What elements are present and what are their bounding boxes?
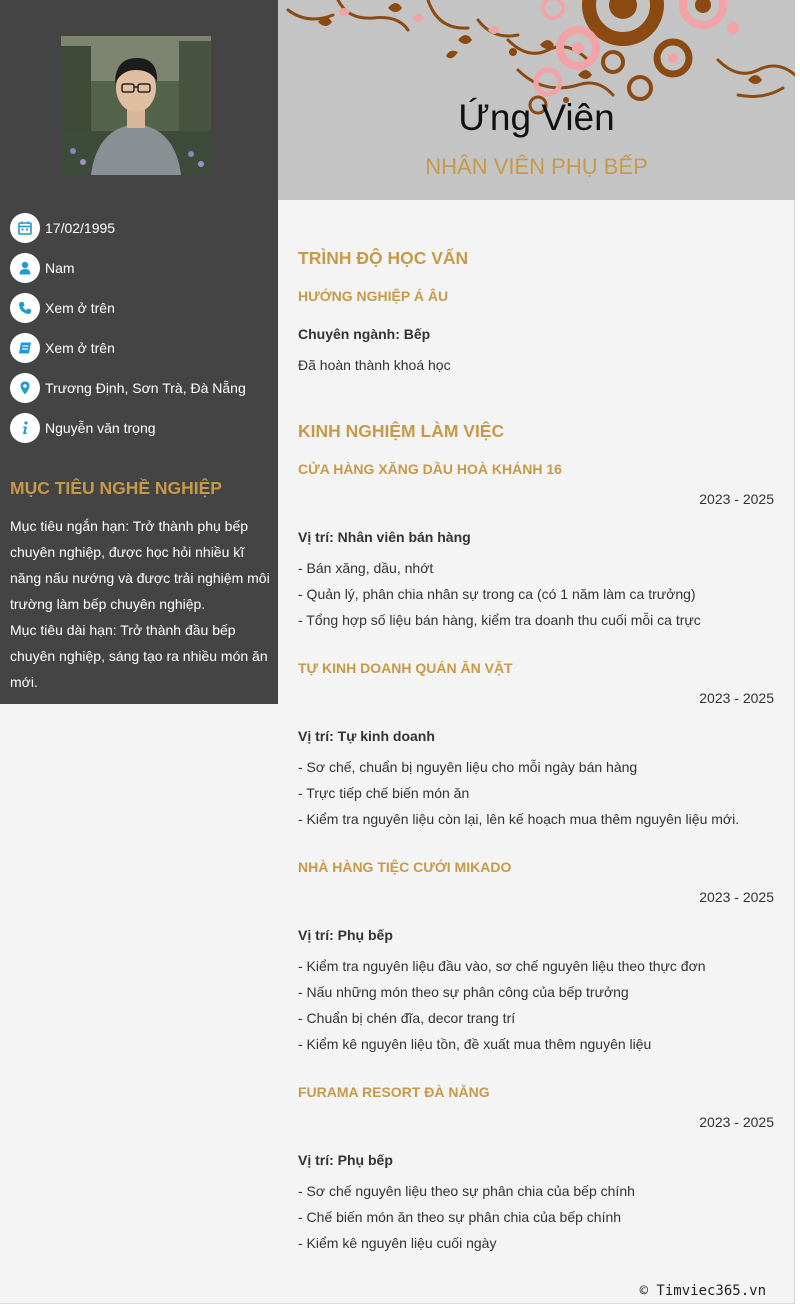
- contact-list: [10, 208, 275, 448]
- calendar-icon: [10, 213, 40, 243]
- gender-text: Nam: [45, 260, 75, 276]
- short-term-goal: Mục tiêu ngắn hạn: Trở thành phụ bếp chuyên nghiệp, được học hỏi nhiều kĩ năng nấu nướng và được trải nghiệm môi trường làm bếp chuyên nghiệp.: [10, 518, 270, 612]
- birthdate-text: 17/02/1995: [45, 220, 116, 236]
- info-icon: [10, 413, 40, 443]
- sidebar: [0, 0, 278, 704]
- job-period: 2023 - 2025: [699, 690, 774, 706]
- header: [278, 0, 795, 200]
- job-company: TỰ KINH DOANH QUÁN ĂN VẶT: [298, 660, 513, 676]
- job-task: - Tổng hợp số liệu bán hàng, kiểm tra doanh thu cuối mỗi ca trực: [298, 612, 701, 628]
- long-term-goal: Mục tiêu dài hạn: Trở thành đầu bếp chuyên nghiệp, sáng tạo ra nhiều món ăn mới.: [10, 622, 268, 690]
- contact-info: [10, 408, 275, 448]
- education-school: HƯỚNG NGHIỆP Á ÂU: [298, 288, 449, 304]
- watermark: © Timviec365.vn: [639, 1283, 766, 1299]
- job-task: - Sơ chế, chuẩn bị nguyên liệu cho mỗi ngày bán hàng: [298, 759, 638, 775]
- job-position: Vị trí: Phụ bếp: [298, 1152, 393, 1168]
- phone-text: Xem ở trên: [45, 300, 115, 316]
- notebook-icon: [10, 333, 40, 363]
- avatar-photo: [61, 36, 211, 175]
- job-task: - Kiểm tra nguyên liệu đầu vào, sơ chế nguyên liệu theo thực đơn: [298, 958, 706, 974]
- email-text: Xem ở trên: [45, 340, 115, 356]
- map-pin-icon: [10, 373, 40, 403]
- experience-title: KINH NGHIỆM LÀM VIỆC: [298, 421, 505, 441]
- job-task: - Kiểm kê nguyên liệu tồn, đề xuất mua thêm nguyên liệu: [298, 1036, 652, 1052]
- career-goal-title: MỤC TIÊU NGHỀ NGHIỆP: [10, 478, 222, 498]
- job-period: 2023 - 2025: [699, 889, 774, 905]
- job-company: FURAMA RESORT ĐÀ NẴNG: [298, 1084, 490, 1100]
- education-title: TRÌNH ĐỘ HỌC VẤN: [298, 248, 469, 268]
- address-text: Trương Định, Sơn Trà, Đà Nẵng: [45, 380, 246, 396]
- education-major: Chuyên ngành: Bếp: [298, 326, 431, 342]
- phone-icon: [10, 293, 40, 323]
- career-goal-text: [10, 513, 272, 695]
- job-task: - Quản lý, phân chia nhân sự trong ca (có 1 năm làm ca trưởng): [298, 586, 696, 602]
- job-position: Vị trí: Tự kinh doanh: [298, 728, 435, 744]
- info-text: Nguyễn văn trọng: [45, 420, 156, 436]
- job-task: - Nấu những món theo sự phân công của bếp trưởng: [298, 984, 629, 1000]
- job-task: - Kiểm tra nguyên liệu còn lại, lên kế hoạch mua thêm nguyên liệu mới.: [298, 811, 740, 827]
- job-task: - Kiểm kê nguyên liệu cuối ngày: [298, 1235, 497, 1251]
- education-status: Đã hoàn thành khoá học: [298, 357, 451, 373]
- user-icon: [10, 253, 40, 283]
- job-period: 2023 - 2025: [699, 1114, 774, 1130]
- contact-email: [10, 328, 275, 368]
- contact-gender: [10, 248, 275, 288]
- job-title: NHÂN VIÊN PHỤ BẾP: [425, 154, 648, 179]
- job-period: 2023 - 2025: [699, 491, 774, 507]
- job-task: - Sơ chế nguyên liệu theo sự phân chia của bếp chính: [298, 1183, 635, 1199]
- avatar: [61, 36, 211, 175]
- job-task: - Bán xăng, dầu, nhớt: [298, 560, 434, 576]
- job-task: - Chế biến món ăn theo sự phân chia của bếp chính: [298, 1209, 622, 1225]
- contact-birthdate: [10, 208, 275, 248]
- job-company: NHÀ HÀNG TIỆC CƯỚI MIKADO: [298, 859, 512, 875]
- candidate-name: Ứng Viên: [458, 97, 615, 138]
- job-task: - Chuẩn bị chén đĩa, decor trang trí: [298, 1010, 516, 1026]
- job-position: Vị trí: Nhân viên bán hàng: [298, 529, 471, 545]
- contact-address: [10, 368, 275, 408]
- job-company: CỬA HÀNG XĂNG DẦU HOÀ KHÁNH 16: [298, 461, 562, 477]
- contact-phone: [10, 288, 275, 328]
- job-position: Vị trí: Phụ bếp: [298, 927, 393, 943]
- job-task: - Trực tiếp chế biến món ăn: [298, 785, 470, 801]
